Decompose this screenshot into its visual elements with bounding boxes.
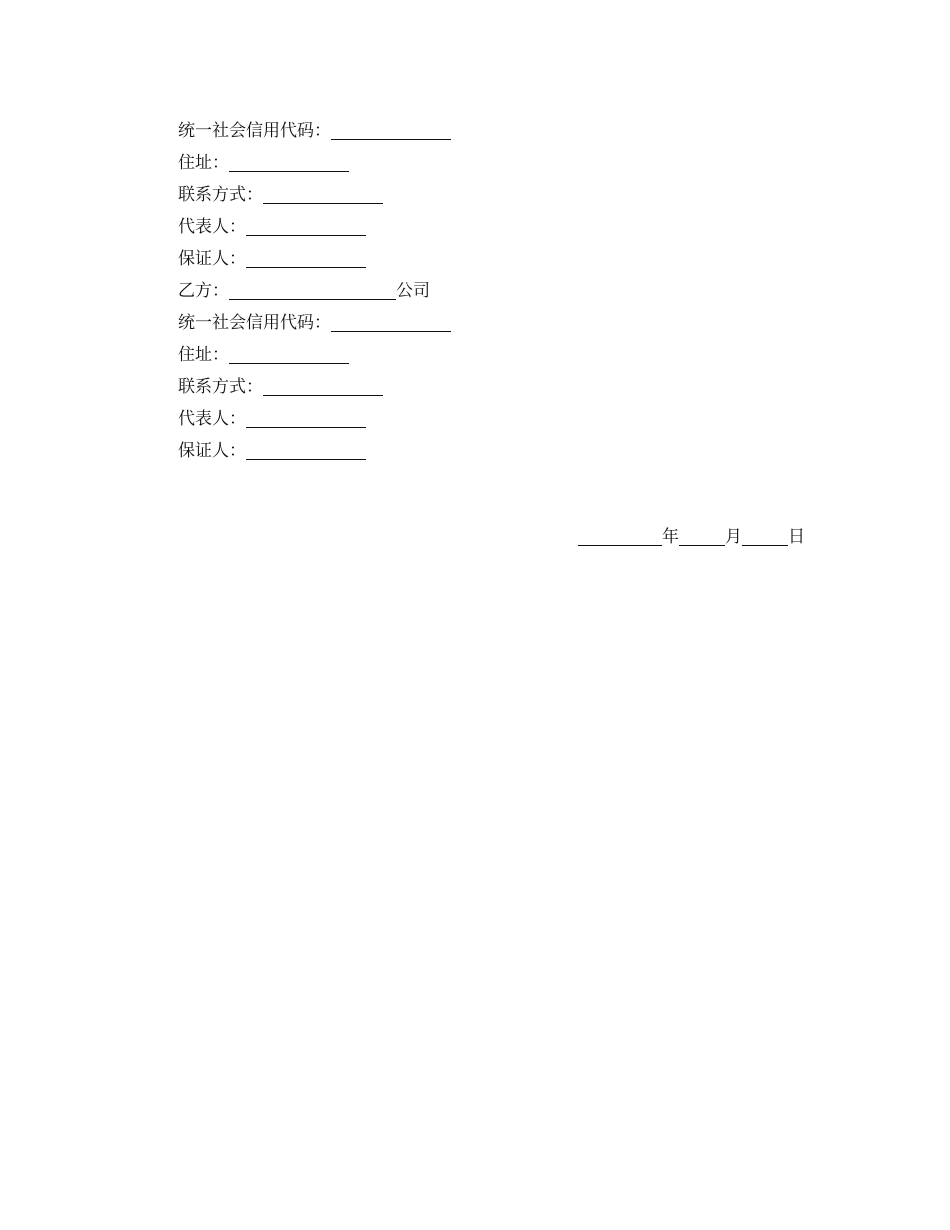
party-a-contact-label: 联系方式： [178,185,263,205]
year-label: 年 [662,527,679,547]
party-b-name-blank[interactable] [229,279,396,300]
party-a-representative-line [178,208,678,240]
party-a-credit-code-line [178,112,678,144]
party-b-representative-blank[interactable] [246,407,366,428]
month-label: 月 [725,527,742,547]
party-b-guarantor-blank[interactable] [246,439,366,460]
party-a-address-blank[interactable] [229,151,349,172]
year-blank[interactable] [578,525,662,546]
party-b-contact-line [178,368,678,400]
day-blank[interactable] [742,525,788,546]
party-b-address-line [178,336,678,368]
party-a-representative-label: 代表人： [178,217,246,237]
party-a-address-label: 住址： [178,153,229,173]
month-blank[interactable] [679,525,725,546]
party-b-representative-line [178,400,678,432]
party-a-contact-blank[interactable] [263,183,383,204]
party-b-credit-code-line [178,304,678,336]
party-b-representative-label: 代表人： [178,409,246,429]
party-b-contact-blank[interactable] [263,375,383,396]
day-label: 日 [788,527,805,547]
signature-info-block [178,112,678,464]
party-b-guarantor-label: 保证人： [178,441,246,461]
party-a-contact-line [178,176,678,208]
party-b-guarantor-line [178,432,678,464]
signing-date-line [578,524,805,550]
party-b-credit-code-label: 统一社会信用代码： [178,313,331,333]
party-a-guarantor-blank[interactable] [246,247,366,268]
party-b-company-suffix: 公司 [396,281,430,301]
party-b-address-label: 住址： [178,345,229,365]
party-a-address-line [178,144,678,176]
party-a-representative-blank[interactable] [246,215,366,236]
party-b-credit-code-blank[interactable] [331,311,451,332]
party-a-guarantor-label: 保证人： [178,249,246,269]
party-a-guarantor-line [178,240,678,272]
party-b-contact-label: 联系方式： [178,377,263,397]
party-a-credit-code-label: 统一社会信用代码： [178,121,331,141]
party-b-address-blank[interactable] [229,343,349,364]
party-b-label: 乙方： [178,281,229,301]
party-b-name-line [178,272,678,304]
party-a-credit-code-blank[interactable] [331,119,451,140]
